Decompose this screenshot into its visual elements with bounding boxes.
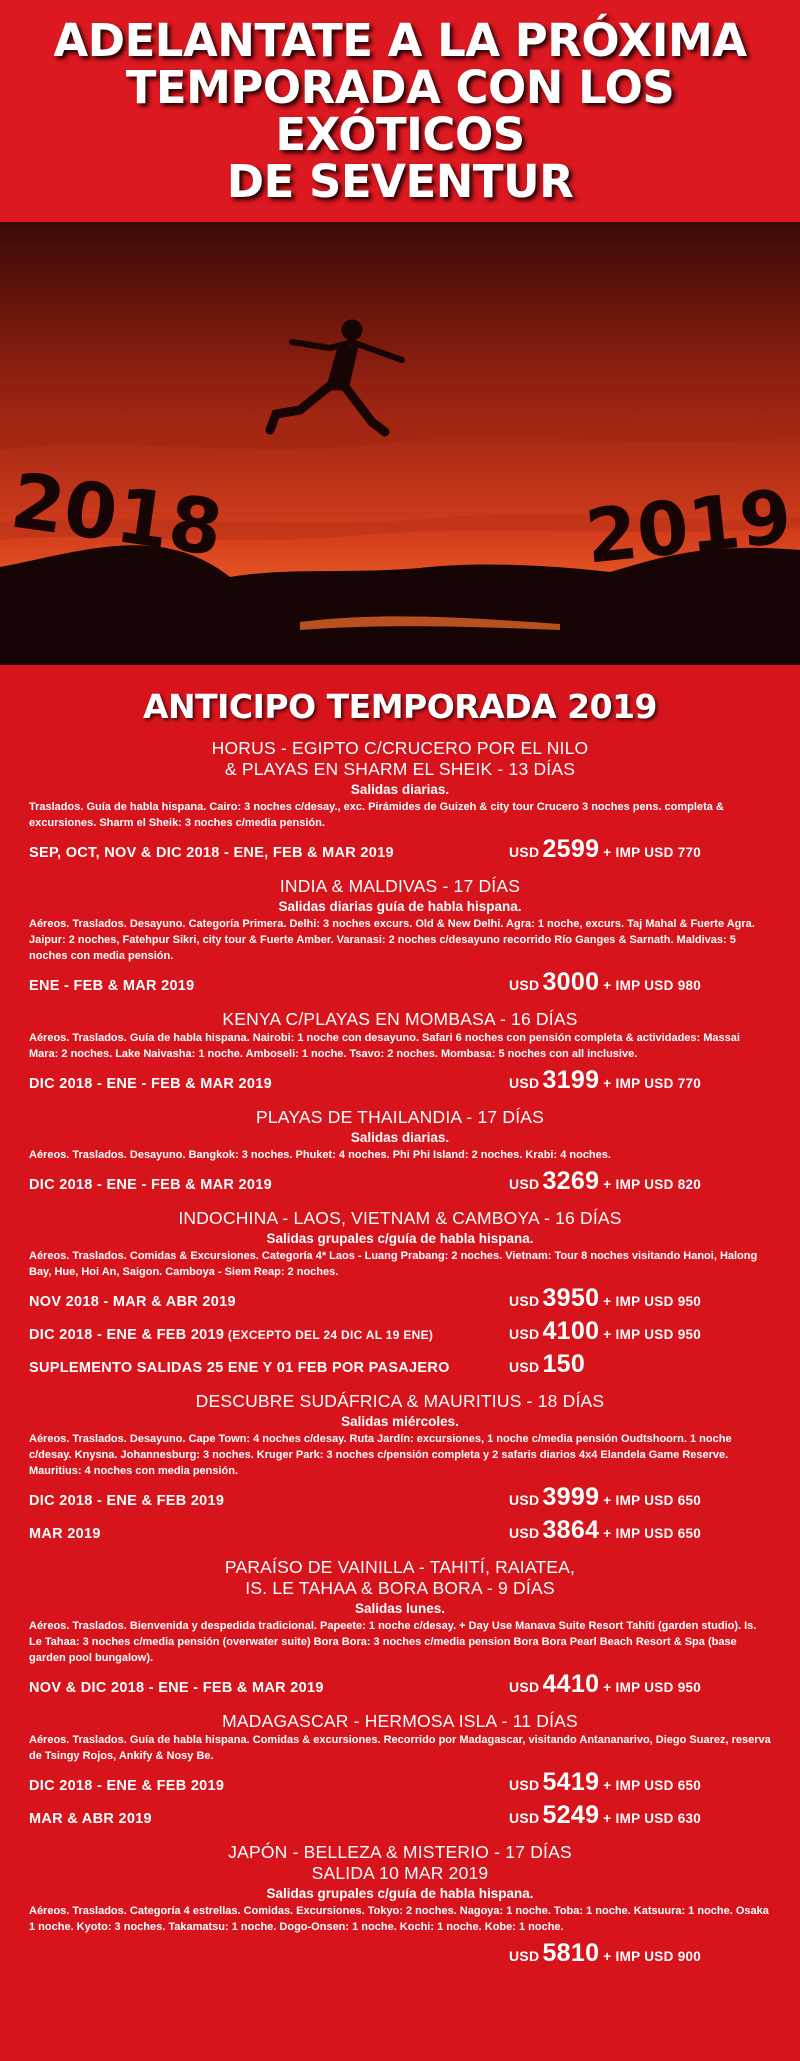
package-block <box>0 1391 800 1545</box>
price-row <box>29 1801 771 1830</box>
price-amount: 4100 <box>542 1317 600 1345</box>
dates-text: DIC 2018 - ENE & FEB 2019 <box>29 1327 225 1343</box>
package-subtitle: Salidas diarias guía de habla hispana. <box>278 899 522 914</box>
price-row <box>29 1483 771 1512</box>
price-amount: 5810 <box>542 1939 600 1967</box>
dates-note: (EXCEPTO DEL 24 DIC AL 19 ENE) <box>224 1328 434 1342</box>
price-amount: 3864 <box>542 1516 600 1544</box>
package-subtitle: Salidas lunes. <box>354 1601 446 1616</box>
currency-label: USD <box>509 1075 540 1091</box>
package-subtitle: Salidas grupales c/guía de habla hispana. <box>266 1231 534 1246</box>
package-title: JAPÓN - BELLEZA & MISTERIO - 17 DÍAS SALIDA 10 MAR 2019 <box>228 1842 572 1883</box>
price-row <box>29 1516 771 1545</box>
currency-label: USD <box>509 1293 540 1309</box>
currency-label: USD <box>509 1326 540 1342</box>
year-2018-text: 2018 <box>5 455 228 574</box>
taxes-label: + IMP USD 650 <box>603 1778 702 1793</box>
package-block <box>0 876 800 997</box>
dates-text: DIC 2018 - ENE & FEB 2019 <box>29 1493 225 1509</box>
price-amount: 3199 <box>542 1066 600 1094</box>
price-amount: 5249 <box>542 1801 600 1829</box>
price-amount: 3999 <box>542 1483 600 1511</box>
departure-dates <box>29 1360 450 1376</box>
price-row <box>29 1167 771 1196</box>
package-list <box>0 738 800 1968</box>
price <box>509 835 771 864</box>
taxes-label: + IMP USD 770 <box>603 1076 702 1091</box>
price <box>509 1167 771 1196</box>
hero-image <box>0 222 800 665</box>
taxes-label: + IMP USD 820 <box>603 1177 702 1192</box>
price-row <box>29 968 771 997</box>
currency-label: USD <box>509 1359 540 1375</box>
dates-text: SUPLEMENTO SALIDAS 25 ENE Y 01 FEB POR PASAJERO <box>29 1360 450 1376</box>
section-title: ANTICIPO TEMPORADA 2019 <box>142 687 658 726</box>
package-title: HORUS - EGIPTO C/CRUCERO POR EL NILO & PLAYAS EN SHARM EL SHEIK - 13 DÍAS <box>211 738 589 779</box>
price <box>509 1670 771 1699</box>
departure-dates <box>29 1294 236 1310</box>
taxes-label: + IMP USD 950 <box>603 1327 702 1342</box>
package-subtitle: Salidas diarias. <box>350 782 450 797</box>
package-title: DESCUBRE SUDÁFRICA & MAURITIUS - 18 DÍAS <box>195 1391 605 1411</box>
package-description: Aéreos. Traslados. Comidas & Excursiones. Categoría 4* Laos - Luang Prabang: 2 noches. Vietnam: Tour 8 noches visitando Hanoi, Halong Bay, Hue, Hoi An, Saigon. Camboya - Siem Reap: 2 noches. <box>29 1250 758 1278</box>
dates-text: MAR & ABR 2019 <box>29 1811 152 1827</box>
price-row <box>29 1350 771 1379</box>
taxes-label: + IMP USD 900 <box>603 1949 702 1964</box>
package-block <box>0 1711 800 1830</box>
departure-dates <box>29 1778 224 1794</box>
currency-label: USD <box>509 1525 540 1541</box>
package-block <box>0 1009 800 1095</box>
package-title: PLAYAS DE THAILANDIA - 17 DÍAS <box>255 1107 545 1127</box>
package-block <box>0 1107 800 1196</box>
price <box>509 1284 771 1313</box>
departure-dates <box>29 1177 272 1193</box>
package-title: PARAÍSO DE VAINILLA - TAHITÍ, RAIATEA, IS. LE TAHAA & BORA BORA - 9 DÍAS <box>224 1557 576 1598</box>
price <box>509 1516 771 1545</box>
departure-dates <box>29 1076 272 1092</box>
taxes-label: + IMP USD 650 <box>603 1493 702 1508</box>
package-block <box>0 1842 800 1968</box>
price-row <box>29 1317 771 1346</box>
taxes-label: + IMP USD 950 <box>603 1680 702 1695</box>
package-description: Aéreos. Traslados. Desayuno. Bangkok: 3 noches. Phuket: 4 noches. Phi Phi Island: 2 noches. Krabi: 4 noches. <box>29 1149 611 1161</box>
currency-label: USD <box>509 844 540 860</box>
package-description: Aéreos. Traslados. Desayuno. Cape Town: 4 noches c/desay. Ruta Jardín: excursiones, 1 noche c/media pensión Oudtshoorn. 1 noche c/desay. Knysna. Johannesburg: 3 noches. Kruger Park: 3 noches c/pensión completa y 2 safaris diarios 4x4 Elandela Game Reserve. Mauritius: 4 noches con media pensión. <box>29 1433 732 1477</box>
price <box>509 1483 771 1512</box>
package-block <box>0 1208 800 1379</box>
dates-text: NOV & DIC 2018 - ENE - FEB & MAR 2019 <box>29 1680 324 1696</box>
departure-dates <box>29 1680 324 1696</box>
package-block <box>0 738 800 864</box>
price <box>509 1066 771 1095</box>
price-row <box>29 1066 771 1095</box>
package-title: INDIA & MALDIVAS - 17 DÍAS <box>279 876 521 896</box>
dates-text: NOV 2018 - MAR & ABR 2019 <box>29 1294 236 1310</box>
package-description: Aéreos. Traslados. Bienvenida y despedida tradicional. Papeete: 1 noche c/desay. + Day Use Manava Suite Resort Tahiti (garden studio). Is. Le Tahaa: 3 noches c/media pensión (overwater suite) Bora Bora: 3 noches c/media pension Bora Bora Pearl Beach Resort & Spa (base garden pool bungalow). <box>29 1620 757 1664</box>
price-amount: 3950 <box>542 1284 600 1312</box>
package-description: Aéreos. Traslados. Categoría 4 estrellas. Comidas. Excursiones. Tokyo: 2 noches. Nagoya: 1 noche. Toba: 1 noche. Katsuura: 1 noche. Osaka 1 noche. Kyoto: 3 noches. Takamatsu: 1 noche. Dogo-Onsen: 1 noche. Kochi: 1 noche. Kobe: 1 noche. <box>29 1905 769 1933</box>
departure-dates <box>29 978 195 994</box>
taxes-label: + IMP USD 650 <box>603 1526 702 1541</box>
dates-text: MAR 2019 <box>29 1526 101 1542</box>
package-block <box>0 1557 800 1699</box>
taxes-label: + IMP USD 980 <box>603 978 702 993</box>
price <box>509 1350 771 1379</box>
price <box>509 1939 771 1968</box>
year-2019-text: 2019 <box>581 473 796 581</box>
departure-dates <box>29 845 394 861</box>
taxes-label: + IMP USD 630 <box>603 1811 702 1826</box>
price-amount: 3269 <box>542 1167 600 1195</box>
package-title: MADAGASCAR - HERMOSA ISLA - 11 DÍAS <box>222 1711 578 1731</box>
price-amount: 2599 <box>542 835 600 863</box>
header-banner <box>0 0 800 222</box>
departure-dates <box>29 1811 152 1827</box>
dates-text: ENE - FEB & MAR 2019 <box>29 978 195 994</box>
price-row <box>29 835 771 864</box>
package-subtitle: Salidas diarias. <box>350 1130 450 1145</box>
price <box>509 1317 771 1346</box>
package-description: Traslados. Guía de habla hispana. Cairo: 3 noches c/desay., exc. Pirámides de Guizeh & city tour Crucero 3 noches pens. completa & excursiones. Sharm el Sheik: 3 noches c/media pensión. <box>29 801 724 829</box>
currency-label: USD <box>509 1679 540 1695</box>
price <box>509 1801 771 1830</box>
price-row <box>29 1768 771 1797</box>
dates-text: DIC 2018 - ENE & FEB 2019 <box>29 1778 225 1794</box>
price-row <box>29 1939 771 1968</box>
package-subtitle: Salidas miércoles. <box>341 1414 459 1429</box>
price-amount: 4410 <box>542 1670 600 1698</box>
currency-label: USD <box>509 1810 540 1826</box>
departure-dates <box>29 1493 224 1509</box>
dates-text: SEP, OCT, NOV & DIC 2018 - ENE, FEB & MAR 2019 <box>29 845 394 861</box>
currency-label: USD <box>509 977 540 993</box>
price-amount: 150 <box>542 1350 586 1378</box>
taxes-label: + IMP USD 770 <box>603 845 702 860</box>
price-amount: 5419 <box>542 1768 600 1796</box>
price-amount: 3000 <box>542 968 600 996</box>
price <box>509 968 771 997</box>
currency-label: USD <box>509 1777 540 1793</box>
departure-dates <box>29 1526 101 1542</box>
dates-text: DIC 2018 - ENE - FEB & MAR 2019 <box>29 1177 272 1193</box>
taxes-label: + IMP USD 950 <box>603 1294 702 1309</box>
package-subtitle: Salidas grupales c/guía de habla hispana. <box>266 1886 534 1901</box>
page-title: ADELANTATE A LA PRÓXIMA TEMPORADA CON LOS EXÓTICOS DE SEVENTUR <box>53 14 747 208</box>
package-title: INDOCHINA - LAOS, VIETNAM & CAMBOYA - 16 DÍAS <box>178 1208 622 1228</box>
departure-dates <box>29 1327 433 1343</box>
package-description: Aéreos. Traslados. Desayuno. Categoría Primera. Delhi: 3 noches excurs. Old & New Delhi. Agra: 1 noche, excurs. Taj Mahal & Fuerte Agra. Jaipur: 2 noches, Fatehpur Sikri, city tour & Fuerte Amber. Varanasi: 2 noches c/desayuno recorrido Río Ganges & Sarnath. Maldivas: 5 noches con media pensión. <box>29 918 755 962</box>
package-description: Aéreos. Traslados. Guía de habla hispana. Comidas & excursiones. Recorrido por Madagascar, visitando Antananarivo, Diego Suarez, reserva de Tsingy Rojos, Ankify & Nosy Be. <box>29 1734 771 1762</box>
currency-label: USD <box>509 1948 540 1964</box>
package-title: KENYA C/PLAYAS EN MOMBASA - 16 DÍAS <box>222 1009 578 1029</box>
price-row <box>29 1670 771 1699</box>
price <box>509 1768 771 1797</box>
currency-label: USD <box>509 1176 540 1192</box>
price-row <box>29 1284 771 1313</box>
currency-label: USD <box>509 1492 540 1508</box>
package-description: Aéreos. Traslados. Guía de habla hispana. Nairobi: 1 noche con desayuno. Safari 6 noches con pensión completa & actividades: Massai Mara: 2 noches. Lake Naivasha: 1 noche. Amboseli: 1 noche. Tsavo: 2 noches. Mombasa: 5 noches con all inclusive. <box>29 1032 740 1060</box>
dates-text: DIC 2018 - ENE - FEB & MAR 2019 <box>29 1076 272 1092</box>
